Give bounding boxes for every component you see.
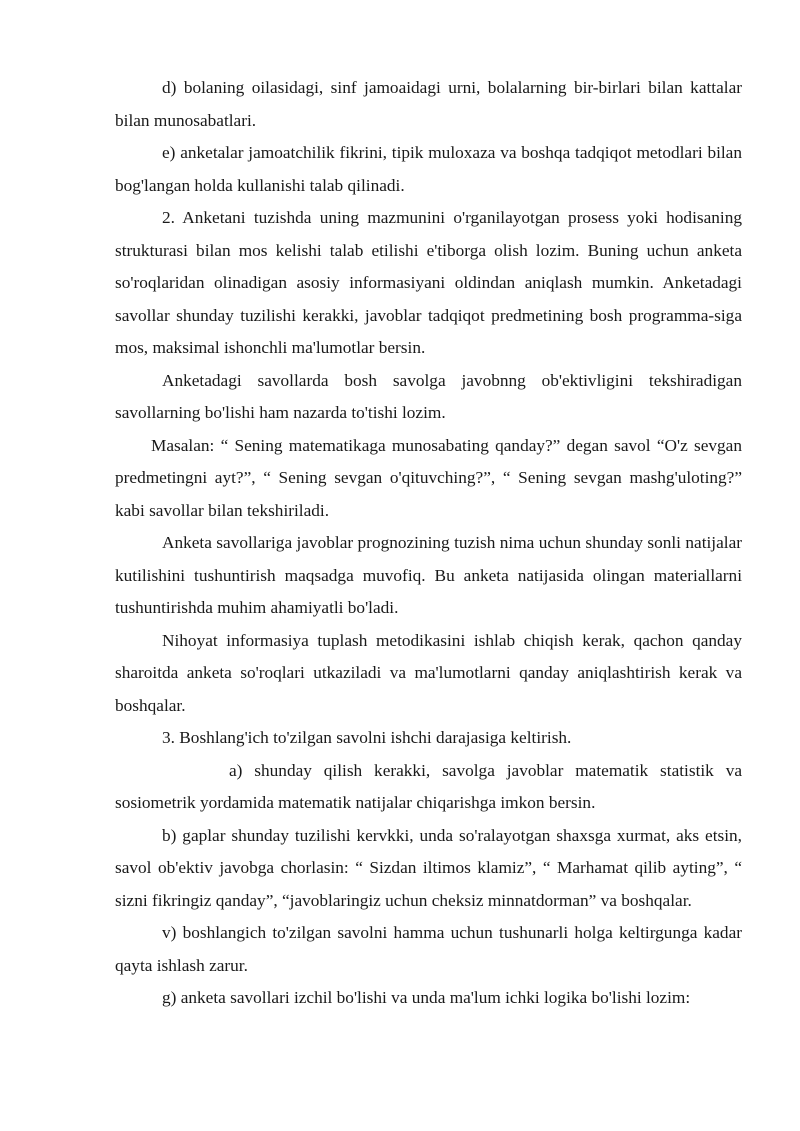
paragraph-v: v) boshlangich to'zilgan savolni hamma uchun tushunarli holga keltirgunga kadar qayta ishlash zarur. bbox=[115, 923, 742, 975]
paragraph-2: 2. Anketani tuzishda uning mazmunini o'rganilayotgan prosess yoki hodisaning strukturasi bilan mos kelishi talab etilishi e'tiborga olish lozim. Buning uchun anketa so'roqlaridan olinadigan asosiy informasiyani oldindan aniqlash mumkin. Anketadagi savollar shunday tuzilishi kerakki, javoblar tadqiqot predmetining bosh programma-siga mos, maksimal ishonchli ma'lumotlar bersin. bbox=[115, 208, 742, 357]
document-page bbox=[115, 72, 742, 1015]
paragraph-d: d) bolaning oilasidagi, sinf jamoaidagi urni, bolalarning bir-birlari bilan kattalar bilan munosabatlari. bbox=[115, 78, 742, 130]
paragraph-e: e) anketalar jamoatchilik fikrini, tipik muloxaza va boshqa tadqiqot metodlari bilan bog'langan holda kullanishi talab qilinadi. bbox=[115, 143, 742, 195]
paragraph-example: Masalan: “ Sening matematikaga munosabating qanday?” degan savol “O'z sevgan predmetingni ayt?”, “ Sening sevgan o'qituvching?”, “ Sening sevgan mashg'uloting?” kabi savollar bilan tekshiriladi. bbox=[115, 435, 742, 520]
paragraph-prognosis: Anketa savollariga javoblar prognozining tuzish nima uchun shunday sonli natijalar kutilishini tushuntirish maqsadga muvofiq. Bu anketa natijasida olingan materiallarni tushuntirishda muhim ahamiyatli bo'ladi. bbox=[115, 533, 742, 617]
paragraph-control-questions: Anketadagi savollarda bosh savolga javobnng ob'ektivligini tekshiradigan savollarning bo'lishi ham nazarda to'tishi lozim. bbox=[115, 370, 742, 422]
paragraph-b: b) gaplar shunday tuzilishi kervkki, unda so'ralayotgan shaxsga xurmat, aks etsin, savol ob'ektiv javobga chorlasin: “ Sizdan iltimos klamiz”, “ Marhamat qilib ayting”, “ sizni fikringiz qanday”, “javoblaringiz uchun cheksiz minnatdorman” va boshqalar. bbox=[115, 825, 742, 910]
paragraph-3: 3. Boshlang'ich to'zilgan savolni ishchi darajasiga keltirish. bbox=[162, 728, 572, 747]
paragraph-g: g) anketa savollari izchil bo'lishi va unda ma'lum ichki logika bo'lishi lozim: bbox=[162, 988, 691, 1007]
paragraph-methodology: Nihoyat informasiya tuplash metodikasini ishlab chiqish kerak, qachon qanday sharoitda anketa so'roqlari utkaziladi va ma'lumotlarni qanday aniqlashtirish kerak va boshqalar. bbox=[115, 630, 742, 715]
paragraph-a: a) shunday qilish kerakki, savolga javoblar matematik statistik va sosiometrik yordamida matematik natijalar chiqarishga imkon bersin. bbox=[115, 760, 742, 812]
